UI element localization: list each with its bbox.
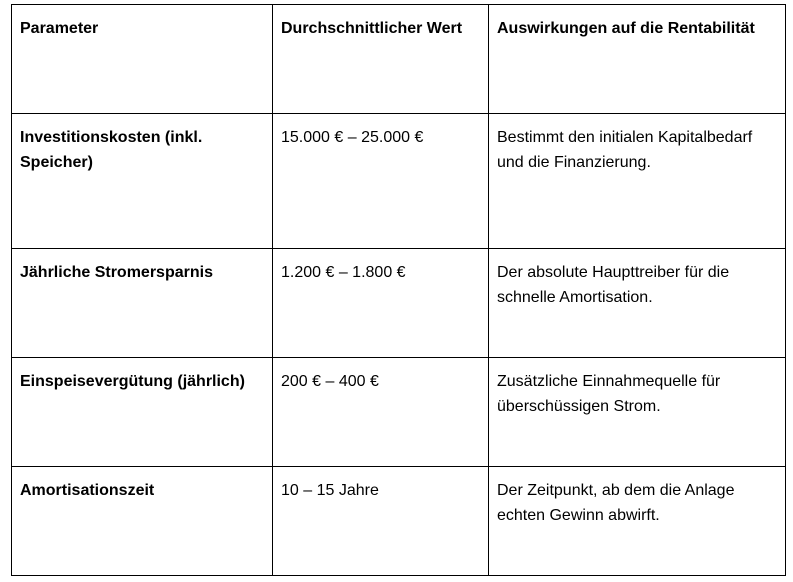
row-impact: Zusätzliche Einnahmequelle für überschüssigen Strom. (489, 358, 786, 467)
table-row (12, 467, 786, 576)
table-row (12, 114, 786, 249)
row-parameter: Amortisationszeit (12, 467, 273, 576)
row-parameter: Jährliche Stromersparnis (12, 249, 273, 358)
header-parameter: Parameter (12, 5, 273, 114)
row-value: 15.000 € – 25.000 € (273, 114, 489, 249)
row-parameter: Einspeisevergütung (jährlich) (12, 358, 273, 467)
row-parameter: Investitionskosten (inkl. Speicher) (12, 114, 273, 249)
row-value: 10 – 15 Jahre (273, 467, 489, 576)
table-header-row (12, 5, 786, 114)
header-profitability-impact: Auswirkungen auf die Rentabilität (489, 5, 786, 114)
row-impact: Bestimmt den initialen Kapitalbedarf und die Finanzierung. (489, 114, 786, 249)
row-impact: Der absolute Haupttreiber für die schnelle Amortisation. (489, 249, 786, 358)
table-row (12, 249, 786, 358)
header-average-value: Durchschnittlicher Wert (273, 5, 489, 114)
row-value: 200 € – 400 € (273, 358, 489, 467)
profitability-table (11, 4, 786, 576)
row-value: 1.200 € – 1.800 € (273, 249, 489, 358)
table-row (12, 358, 786, 467)
row-impact: Der Zeitpunkt, ab dem die Anlage echten Gewinn abwirft. (489, 467, 786, 576)
